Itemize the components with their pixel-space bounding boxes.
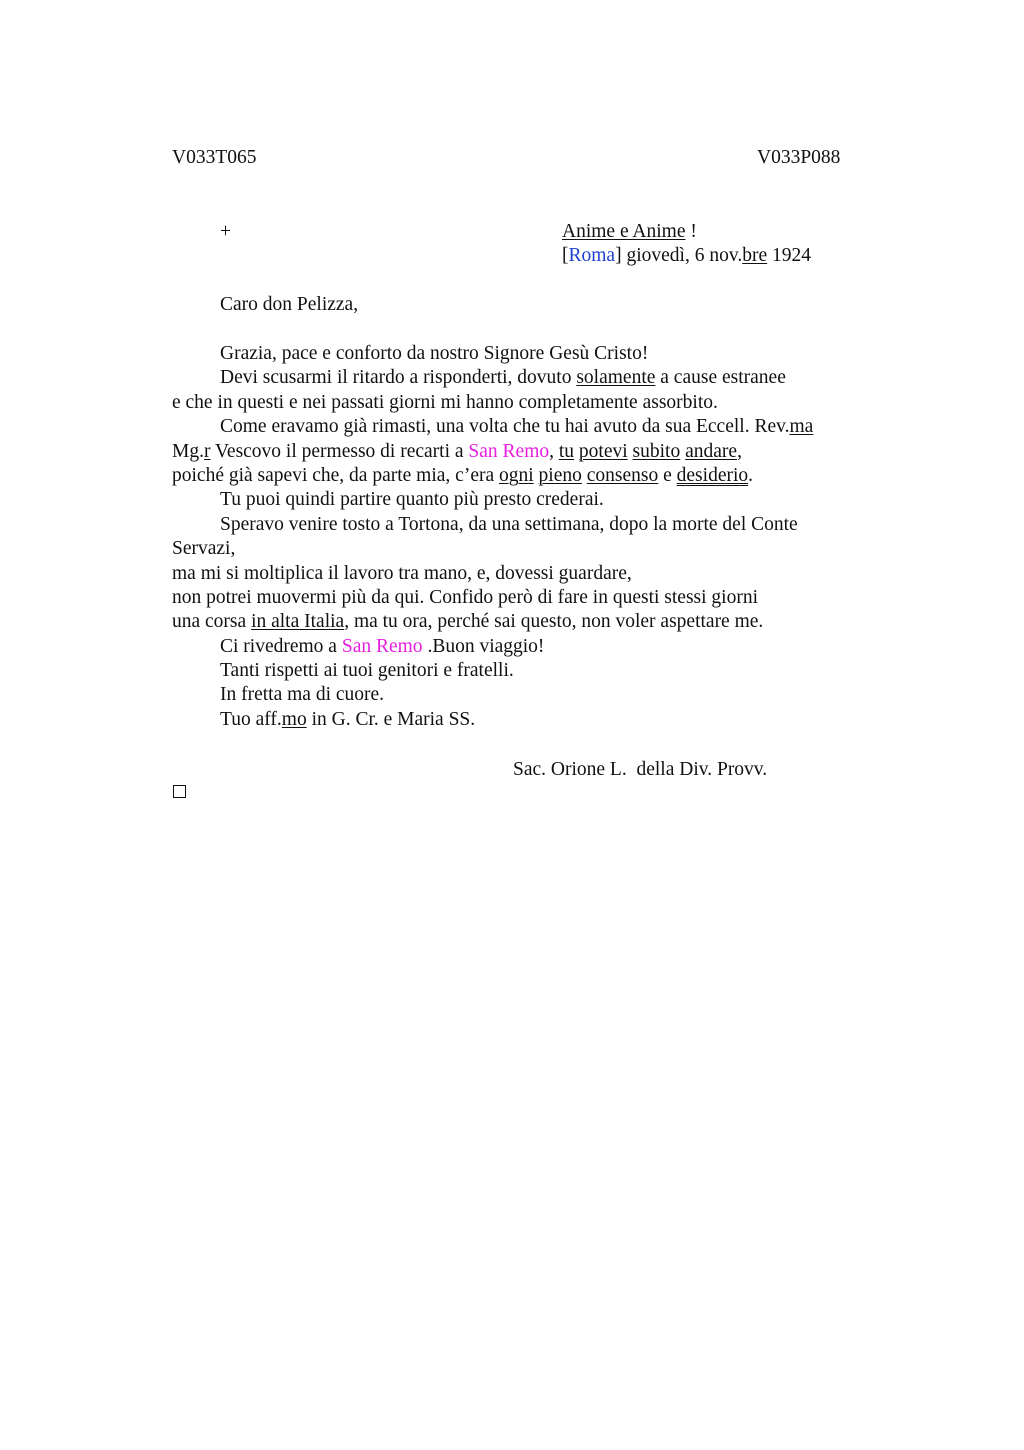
body-line: Ci rivedremo a San Remo .Buon viaggio! <box>220 635 545 657</box>
motto <box>562 220 697 244</box>
body-line: In fretta ma di cuore. <box>220 684 385 706</box>
body-line: e che in questi e nei passati giorni mi hanno completamente assorbito. <box>172 391 718 413</box>
bracket-close: ] <box>615 245 622 266</box>
body-line: non potrei muovermi più da qui. Confido però di fare in questi stessi giorni <box>172 586 758 608</box>
body-line: Come eravamo già rimasti, una volta che tu hai avuto da sua Eccell. Rev.ma <box>220 416 814 438</box>
body-line: Tu puoi quindi partire quanto più presto crederai. <box>220 489 604 511</box>
body-line: Devi scusarmi il ritardo a risponderti, dovuto solamente a cause estranee <box>220 367 786 389</box>
body-line: Speravo venire tosto a Tortona, da una settimana, dopo la morte del Conte <box>220 513 798 535</box>
right-code: V033P088 <box>757 147 841 168</box>
place-sanremo: San Remo <box>341 635 423 657</box>
salutation: Caro don Pelizza, <box>220 294 359 315</box>
letter-body <box>172 342 862 732</box>
signature: Sac. Orione L. della Div. Provv. <box>513 759 768 780</box>
place-date <box>562 244 811 268</box>
body-line: Grazia, pace e conforto da nostro Signore Gesù Cristo! <box>220 343 649 364</box>
bracket-open: [ <box>562 245 569 266</box>
cross-mark: + <box>220 221 231 242</box>
body-line: Mg.r Vescovo il permesso di recarti a San Remo, tu potevi subito andare, <box>172 440 742 462</box>
date-abbrev: bre <box>742 245 768 266</box>
motto-underlined: Anime e Anime <box>562 221 686 242</box>
date-text: giovedì, 6 nov. <box>621 245 743 266</box>
body-line: ma mi si moltiplica il lavoro tra mano, e, dovessi guardare, <box>172 562 632 584</box>
left-code: V033T065 <box>172 147 257 168</box>
body-line: Tanti rispetti ai tuoi genitori e fratelli. <box>220 660 514 682</box>
body-line: una corsa in alta Italia, ma tu ora, perché sai questo, non voler aspettare me. <box>172 611 764 633</box>
date-year: 1924 <box>767 245 811 266</box>
body-line: poiché già sapevi che, da parte mia, c’era ogni pieno consenso e desiderio. <box>172 464 754 486</box>
body-line: Servazi, <box>172 538 236 560</box>
place-roma: Roma <box>568 245 616 266</box>
place-sanremo: San Remo <box>468 440 550 462</box>
motto-tail: ! <box>685 221 697 242</box>
end-box-icon <box>173 785 186 798</box>
body-line: Tuo aff.mo in G. Cr. e Maria SS. <box>220 708 476 730</box>
